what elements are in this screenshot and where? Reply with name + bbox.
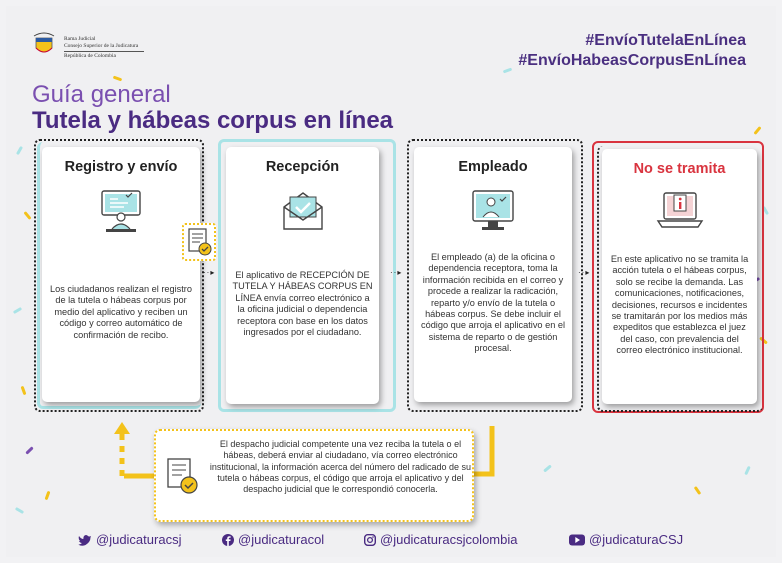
- coat-of-arms-logo: [32, 32, 56, 58]
- card-title: Empleado: [458, 159, 528, 175]
- instagram-icon: [364, 534, 376, 546]
- youtube-icon: [569, 534, 585, 546]
- institution-line: Consejo Superior de la Judicatura: [64, 43, 139, 49]
- card-text: El aplicativo de RECEPCIÓN DE TUTELA Y HÁBEAS CORPUS EN LÍNEA envía correo electrónico a la oficina judicial o dependencia receptora con base en los datos ingresados por el ciudadano.: [232, 270, 373, 338]
- confetti: [15, 507, 24, 514]
- laptop-info-icon: [656, 189, 704, 233]
- card-registro: [42, 147, 200, 402]
- social-twitter[interactable]: [78, 532, 181, 547]
- confetti: [21, 386, 27, 395]
- document-check-badge: [182, 223, 216, 261]
- card-no-tramita: [602, 149, 757, 404]
- confetti: [543, 464, 552, 472]
- computer-user-icon: [98, 189, 144, 233]
- confetti: [45, 491, 51, 500]
- card-text: En este aplicativo no se tramita la acción tutela o el hábeas corpus, solo se recibe la demanda. Las comunicaciones, notificaciones, decisiones, recursos e incidentes se tramitarán por los medios más expeditos que establezca el juez del caso, con prevalencia del correo electrónico institucional.: [610, 254, 749, 356]
- social-handle: @judicaturacsj: [96, 532, 182, 547]
- confetti: [16, 146, 23, 155]
- page-subtitle: Guía general: [32, 81, 171, 108]
- monitor-employee-icon: [470, 189, 516, 233]
- flow-arrow: ··▸: [578, 268, 591, 277]
- confetti: [753, 126, 761, 135]
- note-text: El despacho judicial competente una vez reciba la tutela o el hábeas, deberá enviar al ciudadano, vía correo electrónico institucional, la información acerca del número del radicado de su tutela o hábeas corpus, el código que arroja el aplicativo y del despacho judicial que le correspondió conocerla.: [209, 439, 472, 495]
- social-facebook[interactable]: [222, 532, 324, 547]
- confetti: [503, 68, 512, 74]
- card-text: Los ciudadanos realizan el registro de la tutela o hábeas corpus por medio del aplicativo y reciben un código y correo automático de confirmación de recibo.: [50, 284, 192, 340]
- institution-line: Rama Judicial: [64, 36, 96, 42]
- social-handle: @judicaturacsjcolombia: [380, 532, 518, 547]
- card-title: Recepción: [265, 159, 340, 175]
- confetti: [13, 307, 22, 314]
- hashtags: [518, 31, 746, 71]
- document-check-icon: [162, 455, 202, 497]
- social-handle: @judicaturaCSJ: [589, 532, 684, 547]
- institution-line: República de Colombia: [64, 53, 116, 59]
- card-recepcion: [226, 147, 379, 404]
- confetti: [694, 486, 702, 495]
- flow-arrow: ··▸: [203, 268, 216, 277]
- hashtag: #EnvíoTutelaEnLínea: [585, 32, 746, 49]
- card-title: No se tramita: [633, 161, 726, 177]
- institution-block: [64, 36, 144, 60]
- social-handle: @judicaturacol: [238, 532, 325, 547]
- hashtag: #EnvíoHabeasCorpusEnLínea: [518, 52, 746, 69]
- card-text: El empleado (a) de la oficina o dependencia receptora, toma la información recibida en el correo y procede a realizar la radicación, reparto y/o envío de la tutela o hábeas corpus. Se debe incluir el código que arroja el aplicativo en el sistema de reparto o de gestión procesal.: [420, 252, 566, 354]
- social-instagram[interactable]: [364, 532, 517, 547]
- confetti: [744, 466, 751, 475]
- infographic-page: [6, 6, 776, 557]
- page-title: Tutela y hábeas corpus en línea: [32, 107, 394, 134]
- twitter-icon: [78, 534, 92, 546]
- document-check-icon: [184, 225, 214, 259]
- facebook-icon: [222, 534, 234, 546]
- card-empleado: [414, 147, 572, 402]
- confetti: [25, 446, 33, 454]
- flow-arrow: ··▸: [390, 268, 403, 277]
- confetti: [23, 211, 31, 220]
- note-box: [154, 429, 474, 522]
- social-youtube[interactable]: [569, 532, 683, 547]
- card-title: Registro y envío: [64, 159, 178, 175]
- email-check-icon: [280, 187, 326, 233]
